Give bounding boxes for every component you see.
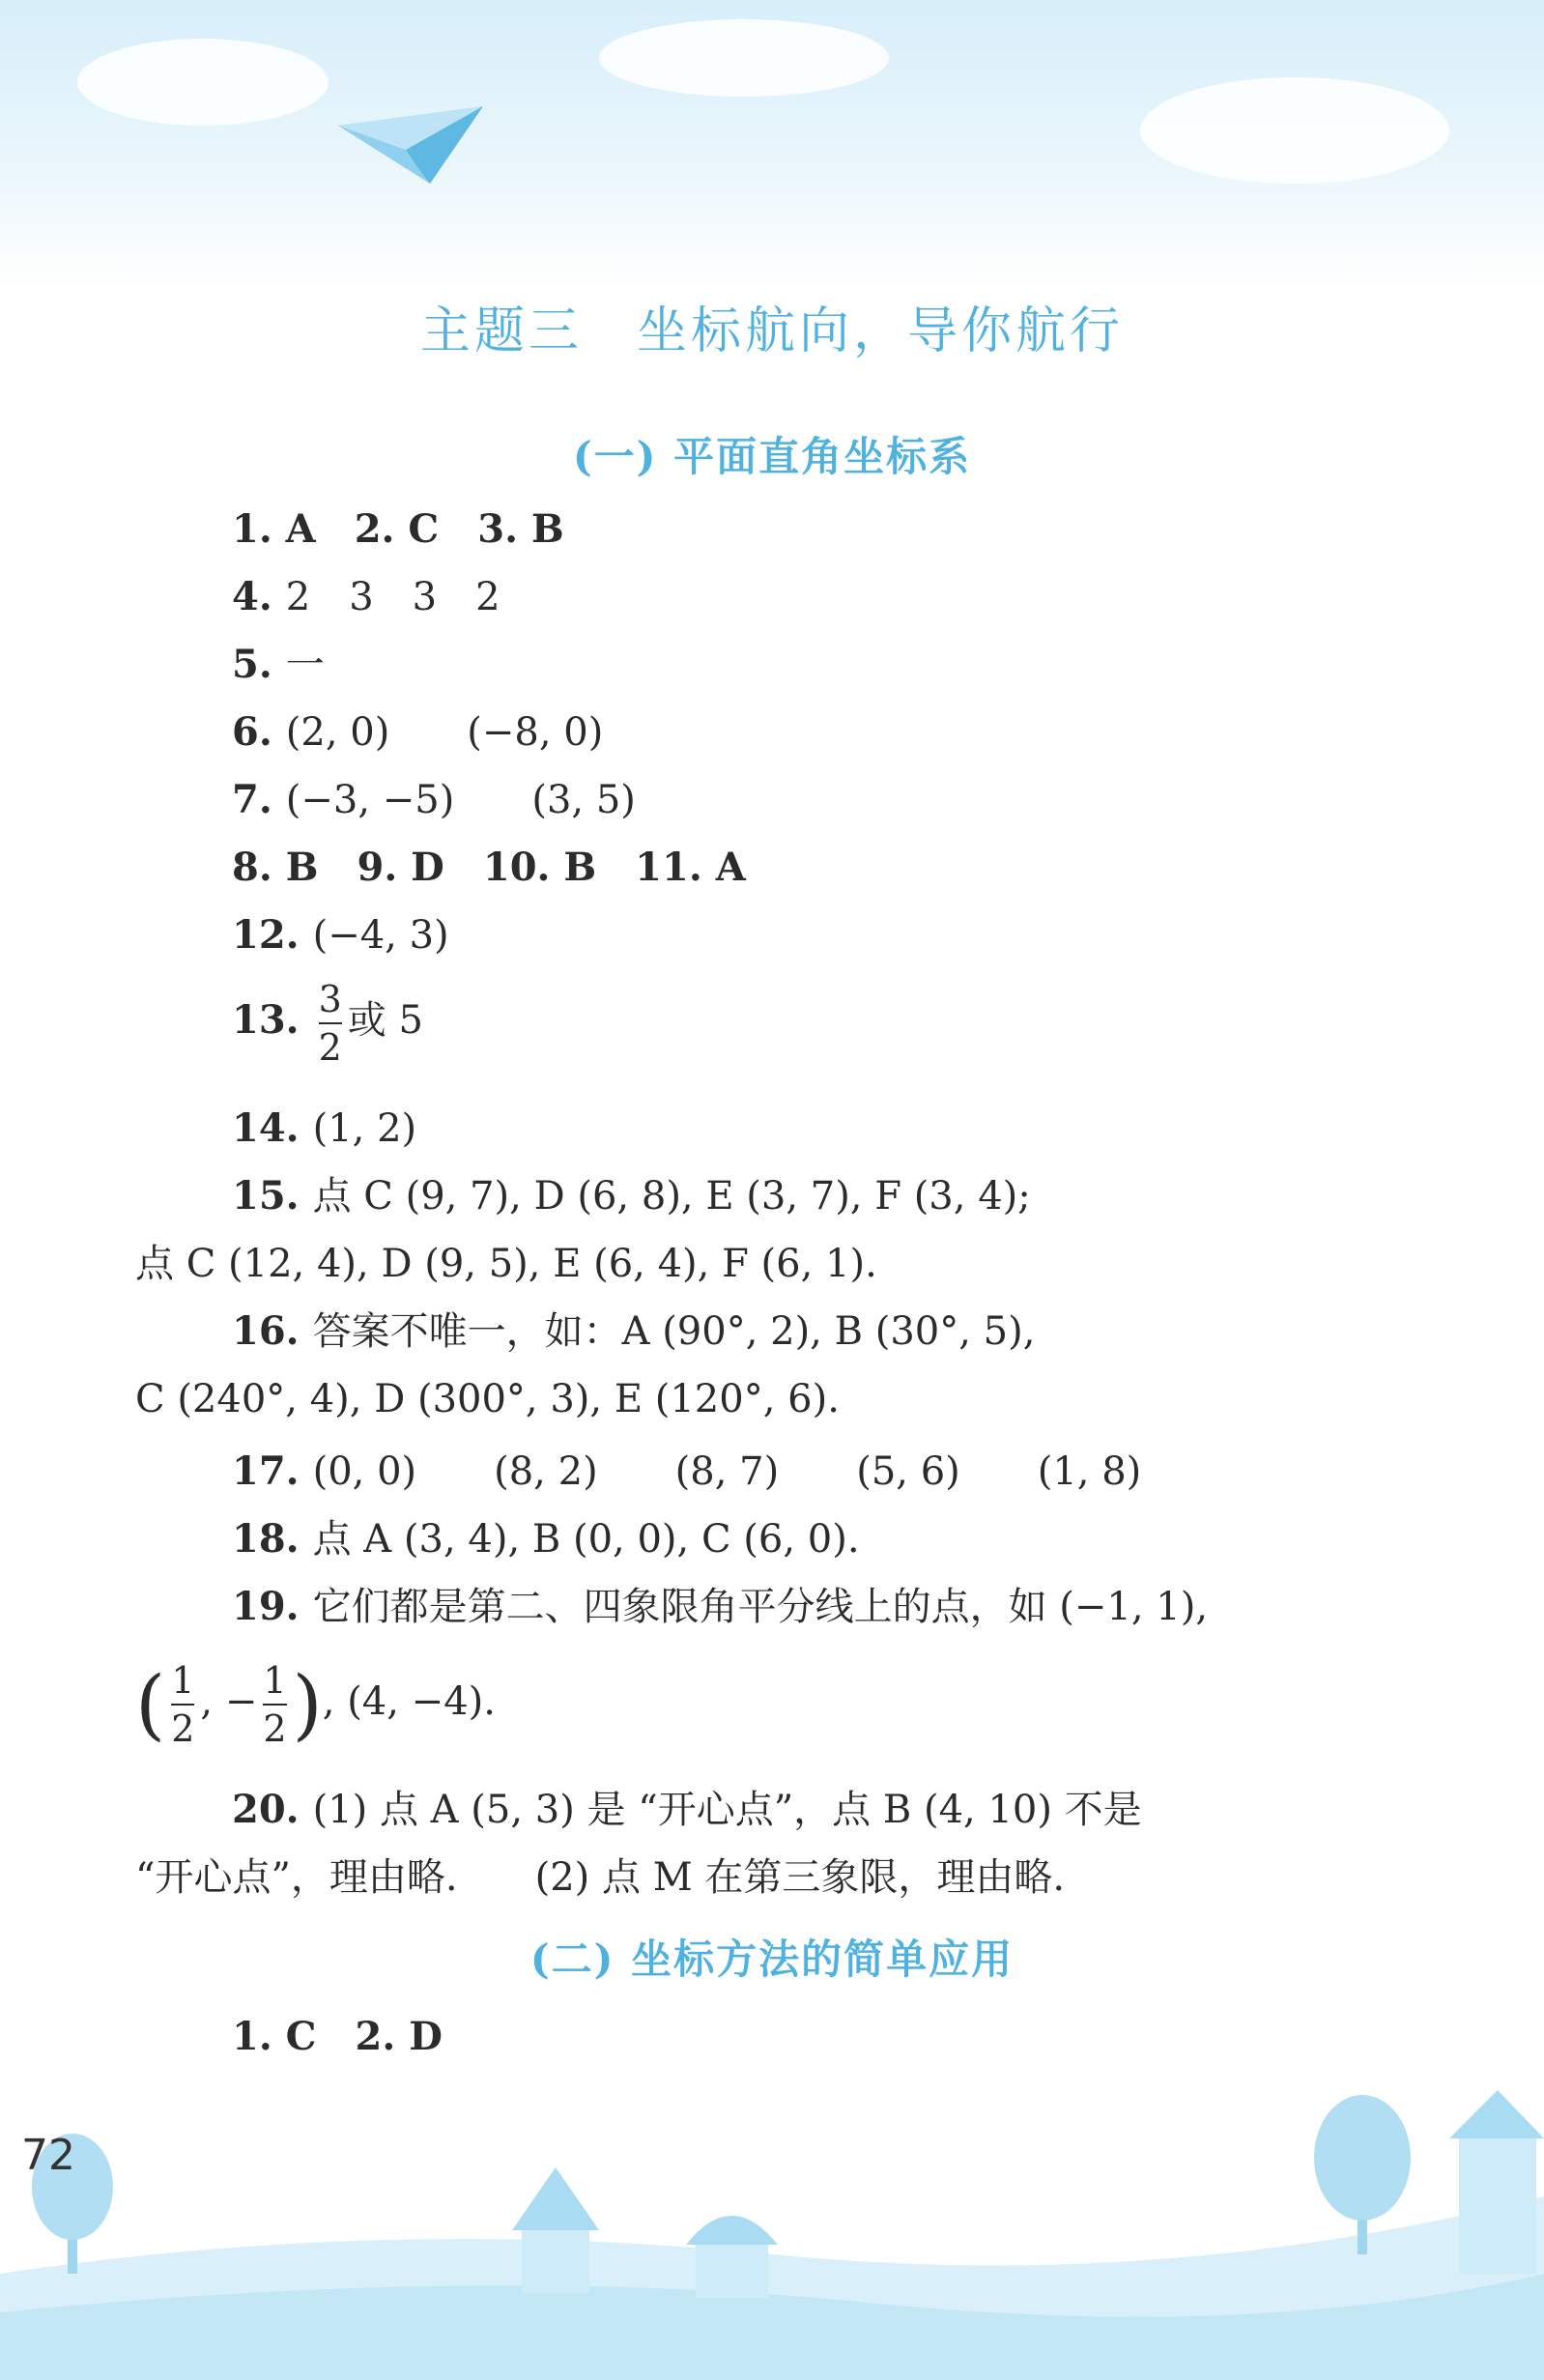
house-icon — [512, 2167, 599, 2293]
answer-line-19a: 19. 它们都是第二、四象限角平分线上的点，如 (−1, 1), — [232, 1584, 1209, 1629]
answer-line-20a: 20. (1) 点 A (5, 3) 是 “开心点”，点 B (4, 10) 不是 — [232, 1787, 1142, 1832]
answer-line-13: 13. $\frac{3}{2}$ 或 5 — [232, 978, 423, 1069]
answer-line-6: 6. (2, 0) (−8, 0) — [232, 709, 604, 755]
answer-line-20b: “开心点”，理由略. (2) 点 M 在第三象限，理由略. — [135, 1855, 1066, 1900]
answer-line-16a: 16. 答案不唯一，如：A (90°, 2), B (30°, 5), — [232, 1308, 1036, 1354]
answer-line-4: 4. 2 3 3 2 — [232, 574, 500, 619]
answer-line-17: 17. (0, 0) (8, 2) (8, 7) (5, 6) (1, 8) — [232, 1448, 1142, 1494]
answer-line-5: 5. 一 — [232, 642, 325, 687]
answer-line-7: 7. (−3, −5) (3, 5) — [232, 777, 636, 822]
section-heading-1: (一) 平面直角坐标系 — [572, 433, 972, 480]
house-icon — [686, 2216, 778, 2298]
page-number: 72 — [21, 2131, 75, 2180]
paper-plane-icon — [338, 106, 483, 193]
answer-line-15a: 15. 点 C (9, 7), D (6, 8), E (3, 7), F (3, 4); — [232, 1173, 1031, 1219]
fraction: $\frac{1}{2}$ — [171, 1659, 195, 1750]
answer-line-21: 1. C 2. D — [232, 2014, 443, 2059]
answer-line-8-11: 8. B 9. D 10. B 11. A — [232, 845, 746, 890]
answer-line-1-3: 1. A 2. C 3. B — [232, 506, 564, 552]
fraction: $\frac{3}{2}$ — [318, 978, 342, 1069]
answer-line-18: 18. 点 A (3, 4), B (0, 0), C (6, 0). — [232, 1516, 860, 1562]
answer-line-15b: 点 C (12, 4), D (9, 5), E (6, 4), F (6, 1). — [135, 1242, 877, 1286]
answer-line-19b: ( $\frac{1}{2}$ , − $\frac{1}{2}$ ), (4, −4). — [135, 1659, 496, 1750]
fraction: $\frac{1}{2}$ — [263, 1659, 287, 1750]
sky-background — [0, 0, 1544, 290]
landscape-illustration — [0, 2051, 1544, 2380]
section-heading-2: (二) 坐标方法的简单应用 — [529, 1936, 1015, 1983]
house-icon — [1449, 2090, 1544, 2274]
answer-line-14: 14. (1, 2) — [232, 1105, 417, 1151]
answer-line-12: 12. (−4, 3) — [232, 912, 449, 958]
answer-line-16b: C (240°, 4), D (300°, 3), E (120°, 6). — [135, 1377, 840, 1421]
page-title: 主题三 坐标航向，导你航行 — [419, 302, 1124, 360]
